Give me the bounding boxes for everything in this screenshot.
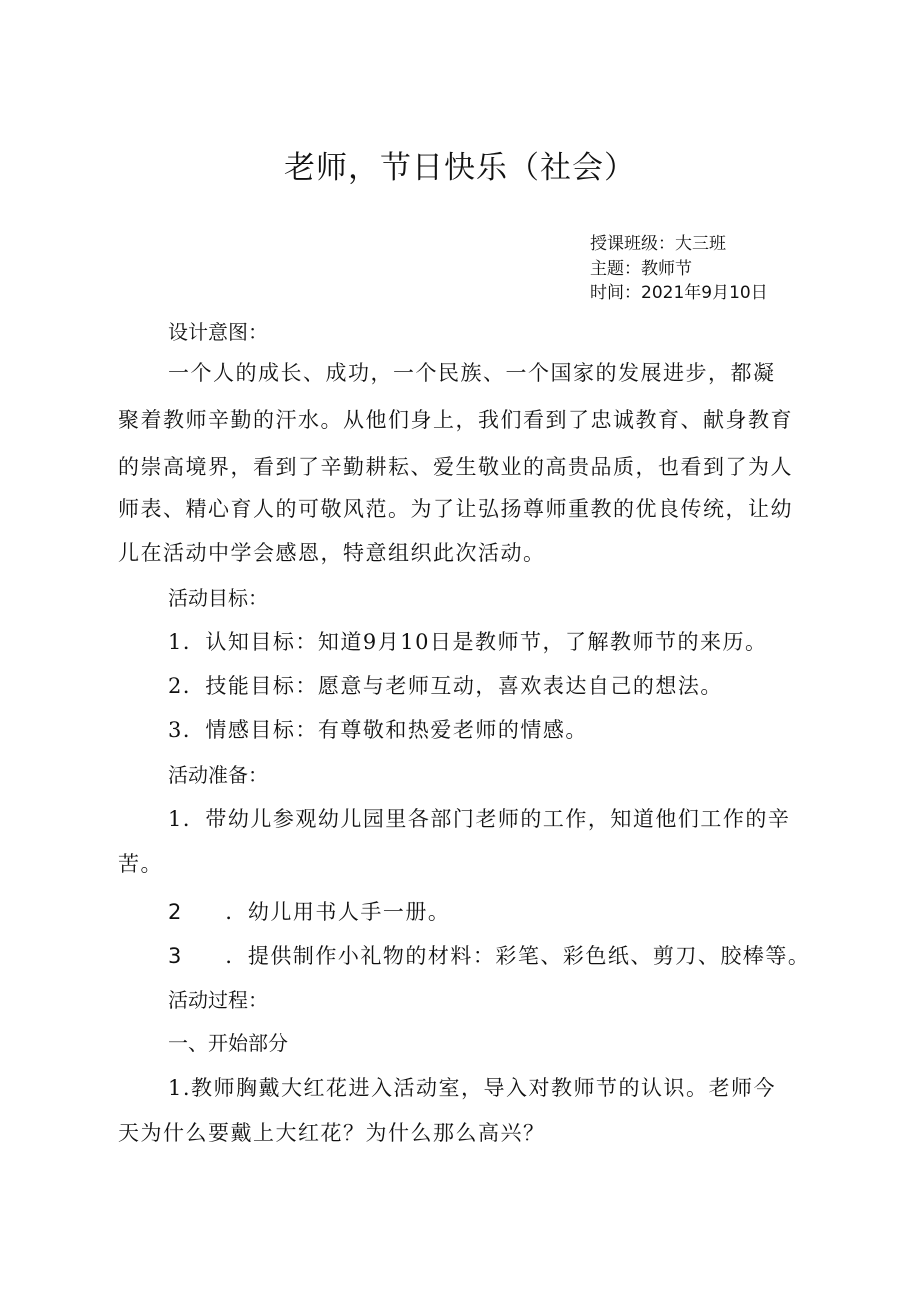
class-info: 授课班级：大三班	[590, 234, 726, 254]
goal-item: 1．认知目标：知道9月10日是教师节，了解教师节的来历。	[168, 630, 768, 654]
paragraph-line: 一个人的成长、成功，一个民族、一个国家的发展进步，都凝	[168, 361, 776, 385]
process-heading: 活动过程：	[168, 988, 268, 1012]
paragraph-line: 师表、精心育人的可敬风范。为了让弘扬尊师重教的优良传统，让幼	[118, 497, 793, 521]
document-title: 老师，节日快乐（社会）	[284, 150, 636, 186]
paragraph-line: 的崇高境界，看到了辛勤耕耘、爱生敬业的高贵品质，也看到了为人	[118, 455, 793, 479]
preparation-heading: 活动准备：	[168, 763, 268, 787]
paragraph-line: 天为什么要戴上大红花？为什么那么高兴？	[118, 1121, 546, 1145]
item-number: 2	[168, 900, 182, 924]
goal-item: 3．情感目标：有尊敬和热爱老师的情感。	[168, 718, 588, 742]
theme-info: 主题：教师节	[590, 259, 692, 279]
process-part-heading: 一、开始部分	[168, 1031, 288, 1055]
item-number: 3	[168, 944, 182, 968]
preparation-item	[168, 896, 450, 926]
goals-heading: 活动目标：	[168, 586, 268, 610]
paragraph-line: 聚着教师辛勤的汗水。从他们身上，我们看到了忠诚教育、献身教育	[118, 408, 793, 432]
paragraph-line: 1.教师胸戴大红花进入活动室，导入对教师节的认识。老师今	[168, 1076, 777, 1100]
preparation-item: 1．带幼儿参观幼儿园里各部门老师的工作，知道他们工作的辛	[168, 807, 791, 831]
paragraph-line: 儿在活动中学会感恩，特意组织此次活动。	[118, 541, 546, 565]
item-text: ．幼儿用书人手一册。	[225, 900, 451, 924]
goal-item: 2．技能目标：愿意与老师互动，喜欢表达自己的想法。	[168, 674, 723, 698]
preparation-item	[168, 940, 810, 970]
item-text: ．提供制作小礼物的材料：彩笔、彩色纸、剪刀、胶棒等。	[225, 944, 811, 968]
preparation-item-continued: 苦。	[118, 852, 163, 876]
date-info: 时间：2021年9月10日	[590, 283, 768, 303]
design-intent-heading: 设计意图：	[168, 320, 268, 344]
